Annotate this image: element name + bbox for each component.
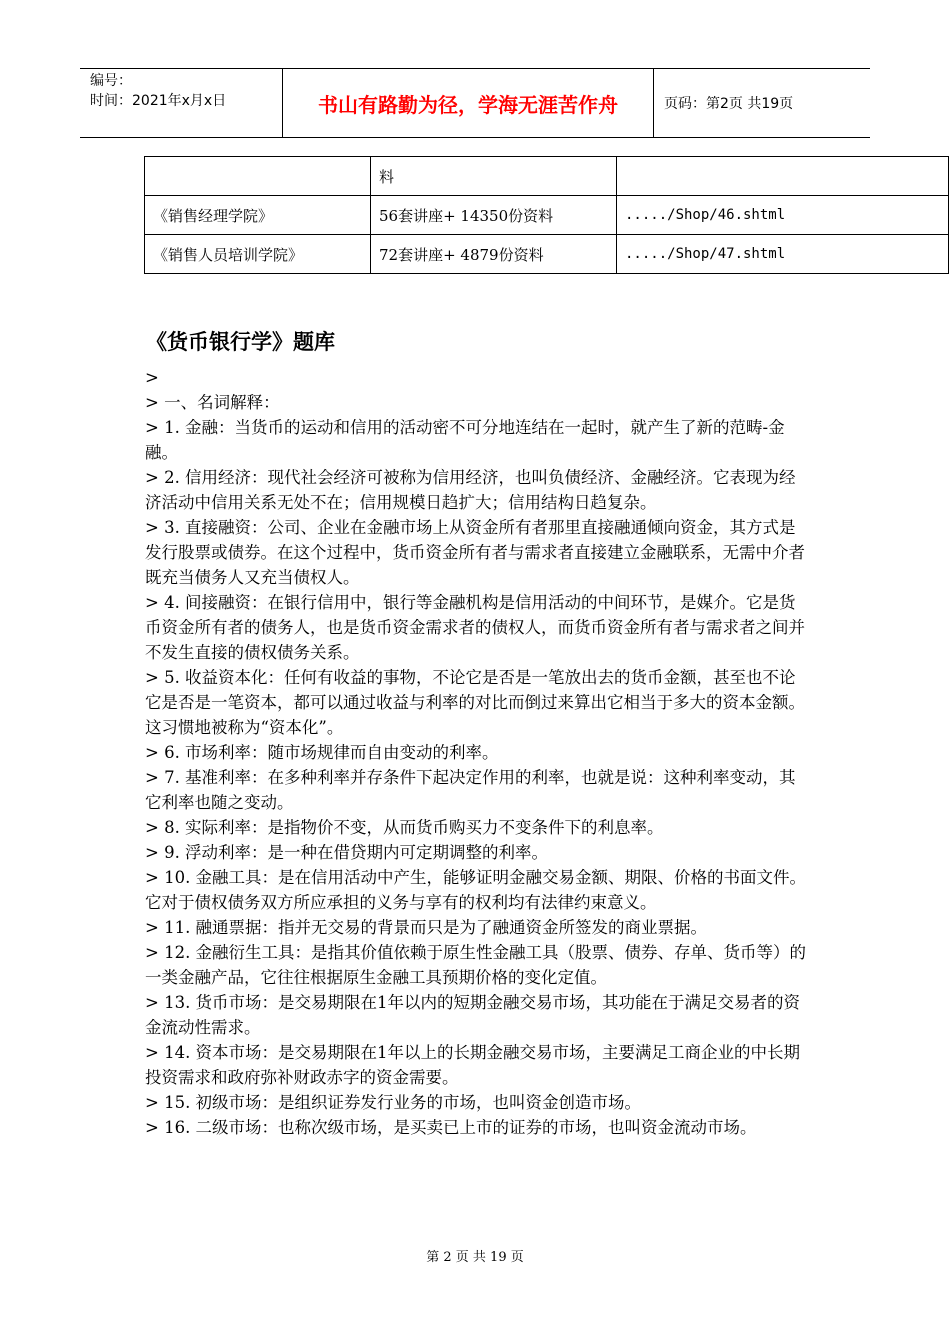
table-row: [145, 235, 949, 274]
resource-description: 料: [371, 157, 617, 196]
definition-item: > 11. 融通票据：指并无交易的背景而只是为了融通资金所签发的商业票据。: [145, 918, 708, 937]
table-row: [145, 157, 949, 196]
resource-link[interactable]: ...../Shop/47.shtml: [617, 235, 949, 274]
table-row: [145, 196, 949, 235]
header-motto: 书山有路勤为径，学海无涯苦作舟: [282, 69, 654, 137]
page-footer: 第 2 页 共 19 页: [426, 1250, 524, 1265]
document-number-label: 编号：: [90, 73, 132, 89]
resource-name: [145, 157, 371, 196]
document-date-label: 时间：2021年x月x日: [90, 93, 227, 109]
definition-item: > 5. 收益资本化：任何有收益的事物，不论它是否是一笔放出去的货币金额，甚至也不论它是否是一笔资本，都可以通过收益与利率的对比而倒过来算出它相当于多大的资本金额。这习惯地被称为“资本化”。: [145, 668, 805, 737]
definition-item: > 9. 浮动利率：是一种在借贷期内可定期调整的利率。: [145, 843, 549, 862]
definition-item: > 12. 金融衍生工具：是指其价值依赖于原生性金融工具（股票、债券、存单、货币等）的一类金融产品，它往往根据原生金融工具预期价格的变化定值。: [145, 943, 807, 987]
resource-name: 《销售人员培训学院》: [145, 235, 371, 274]
definition-item: > 13. 货币市场：是交易期限在1年以内的短期金融交易市场，其功能在于满足交易者的资金流动性需求。: [145, 993, 801, 1037]
definition-item: > 1. 金融：当货币的运动和信用的活动密不可分地连结在一起时，就产生了新的范畴-金融。: [145, 418, 785, 462]
resource-link: [617, 157, 949, 196]
definition-item: > 14. 资本市场：是交易期限在1年以上的长期金融交易市场，主要满足工商企业的中长期投资需求和政府弥补财政赤字的资金需要。: [145, 1043, 801, 1087]
resource-description: 56套讲座+ 14350份资料: [371, 196, 617, 235]
document-title: 《货币银行学》题库: [146, 330, 335, 354]
resource-link[interactable]: ...../Shop/46.shtml: [617, 196, 949, 235]
resource-table: [144, 156, 949, 274]
definition-item: > 8. 实际利率：是指物价不变，从而货币购买力不变条件下的利息率。: [145, 818, 664, 837]
definition-item: > 10. 金融工具：是在信用活动中产生，能够证明金融交易金额、期限、价格的书面文件。它对于债权债务双方所应承担的义务与享有的权利均有法律约束意义。: [145, 868, 807, 912]
resource-name: 《销售经理学院》: [145, 196, 371, 235]
definition-item: > 2. 信用经济：现代社会经济可被称为信用经济，也叫负债经济、金融经济。它表现为经济活动中信用关系无处不在；信用规模日趋扩大；信用结构日趋复杂。: [145, 468, 796, 512]
paragraph: >: [145, 368, 159, 387]
definition-item: > 7. 基准利率：在多种利率并存条件下起决定作用的利率，也就是说：这种利率变动，其它利率也随之变动。: [145, 768, 796, 812]
document-body: [145, 365, 810, 1140]
definition-item: > 6. 市场利率：随市场规律而自由变动的利率。: [145, 743, 499, 762]
definition-item: > 3. 直接融资：公司、企业在金融市场上从资金所有者那里直接融通倾向资金，其方式是发行股票或债券。在这个过程中，货币资金所有者与需求者直接建立金融联系，无需中介者既充当债务人又充当债权人。: [145, 518, 805, 587]
page-header: [80, 68, 870, 138]
resource-description: 72套讲座+ 4879份资料: [371, 235, 617, 274]
definition-item: > 16. 二级市场：也称次级市场，是买卖已上市的证券的市场，也叫资金流动市场。: [145, 1118, 757, 1137]
definition-item: > 15. 初级市场：是组织证券发行业务的市场，也叫资金创造市场。: [145, 1093, 642, 1112]
header-page-label: 页码：第2页 共19页: [664, 96, 794, 112]
header-meta: [80, 69, 282, 137]
definition-item: > 4. 间接融资：在银行信用中，银行等金融机构是信用活动的中间环节，是媒介。它是货币资金所有者的债务人，也是货币资金需求者的债权人，而货币资金所有者与需求者之间并不发生直接的债权债务关系。: [145, 593, 805, 662]
section-heading: > 一、名词解释：: [145, 393, 280, 412]
